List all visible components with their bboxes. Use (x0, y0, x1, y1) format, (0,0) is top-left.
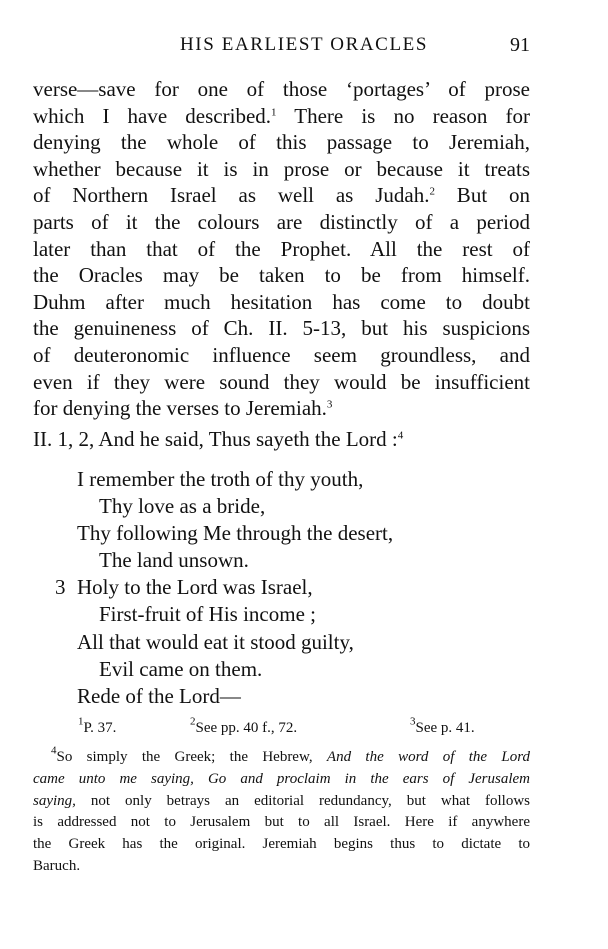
page-number: 91 (510, 34, 530, 56)
footnote-4-line-3-a: saying, (33, 792, 76, 809)
footnote-1-mark: 1 (78, 715, 84, 728)
body-line-2-tail: There is no reason for (276, 103, 531, 128)
poem-line-8: Evil came on them. (99, 656, 263, 681)
footnote-1-text: P. 37. (83, 720, 117, 736)
footnote-4 (33, 744, 530, 878)
verse-number: 3 (55, 575, 66, 600)
footnote-4-line-6: Baruch. (33, 857, 81, 874)
body-line-10: the genuineness of Ch. II. 5-13, but his suspicions (33, 316, 530, 341)
footnote-4-line-1-b: And the word of the Lord (326, 749, 530, 765)
body-line-11: of deuteronomic influence seem groundless, and (33, 342, 530, 367)
body-line-13 (33, 395, 530, 422)
body-line-13-text: for denying the verses to Jeremiah. (33, 396, 327, 421)
body-line-5-tail: But on (434, 183, 531, 208)
poem-line-6: First-fruit of His income ; (99, 602, 316, 627)
footnote-3 (410, 715, 475, 737)
body-line-5 (33, 182, 530, 209)
footnote-2-text: See pp. 40 f., 72. (195, 720, 298, 736)
poem-line-3: Thy following Me through the desert, (77, 521, 394, 546)
poem-line-2: Thy love as a bride, (99, 494, 266, 519)
verse-intro (33, 426, 403, 453)
page-header (0, 30, 608, 60)
footnote-1 (78, 715, 117, 737)
body-line-7: later than that of the Prophet. All the rest of (33, 236, 530, 261)
footnote-4-line-2-a: came unto me saying, Go and proclaim in the ears of Jerusalem (33, 770, 530, 787)
footnote-marker-2: 2 (429, 185, 435, 198)
body-line-6: parts of it the colours are distinctly of a period (33, 209, 530, 234)
main-paragraph (33, 76, 530, 422)
body-line-9: Duhm after much hesitation has come to doubt (33, 289, 530, 314)
footnote-4-line-5: the Greek has the original. Jeremiah begins thus to dictate to (33, 836, 530, 853)
footnote-4-line-3 (33, 791, 530, 813)
body-line-5-text: of Northern Israel as well as Judah. (33, 183, 430, 208)
footnote-marker-3: 3 (326, 398, 333, 411)
running-title: HIS EARLIEST ORACLES (179, 34, 429, 55)
body-line-4: whether because it is in prose or because it treats (33, 156, 530, 181)
footnote-2-mark: 2 (190, 715, 196, 728)
body-line-3: denying the whole of this passage to Jeremiah, (33, 130, 530, 155)
footnote-4-line-4: is addressed not to Jerusalem but to all Israel. Here if anywhere (33, 814, 530, 831)
poem-block (55, 466, 393, 710)
body-line-12: even if they were sound they would be insufficient (33, 369, 530, 394)
body-line-1: verse—save for one of those ‘portages’ of prose (33, 77, 530, 101)
poem-line-5-text: Holy to the Lord was Israel, (77, 575, 313, 600)
footnote-2 (190, 715, 298, 737)
footnote-3-mark: 3 (410, 715, 416, 728)
poem-line-5 (55, 574, 393, 601)
footnote-4-line-1 (33, 744, 530, 769)
body-line-2-text: which I have described. (33, 103, 272, 128)
footnote-marker-4: 4 (397, 429, 404, 442)
poem-line-4: The land unsown. (99, 548, 249, 573)
footnote-4-line-1-a: So simply the Greek; the Hebrew, (56, 749, 327, 765)
poem-line-9: Rede of the Lord— (77, 683, 241, 708)
poem-line-7: All that would eat it stood guilty, (77, 629, 354, 654)
footnote-4-line-2 (33, 769, 530, 791)
footnote-3-text: See p. 41. (415, 720, 475, 736)
footnote-marker-1: 1 (271, 105, 277, 118)
footnote-4-mark: 4 (51, 744, 57, 757)
footnote-4-line-3-b: not only betrays an editorial redundancy, but what follows (75, 792, 530, 809)
body-line-2 (33, 103, 530, 130)
verse-intro-text: II. 1, 2, And he said, Thus sayeth the Lord : (33, 427, 398, 451)
poem-line-1: I remember the troth of thy youth, (77, 467, 364, 491)
body-line-8: the Oracles may be taken to be from himself. (33, 263, 530, 288)
